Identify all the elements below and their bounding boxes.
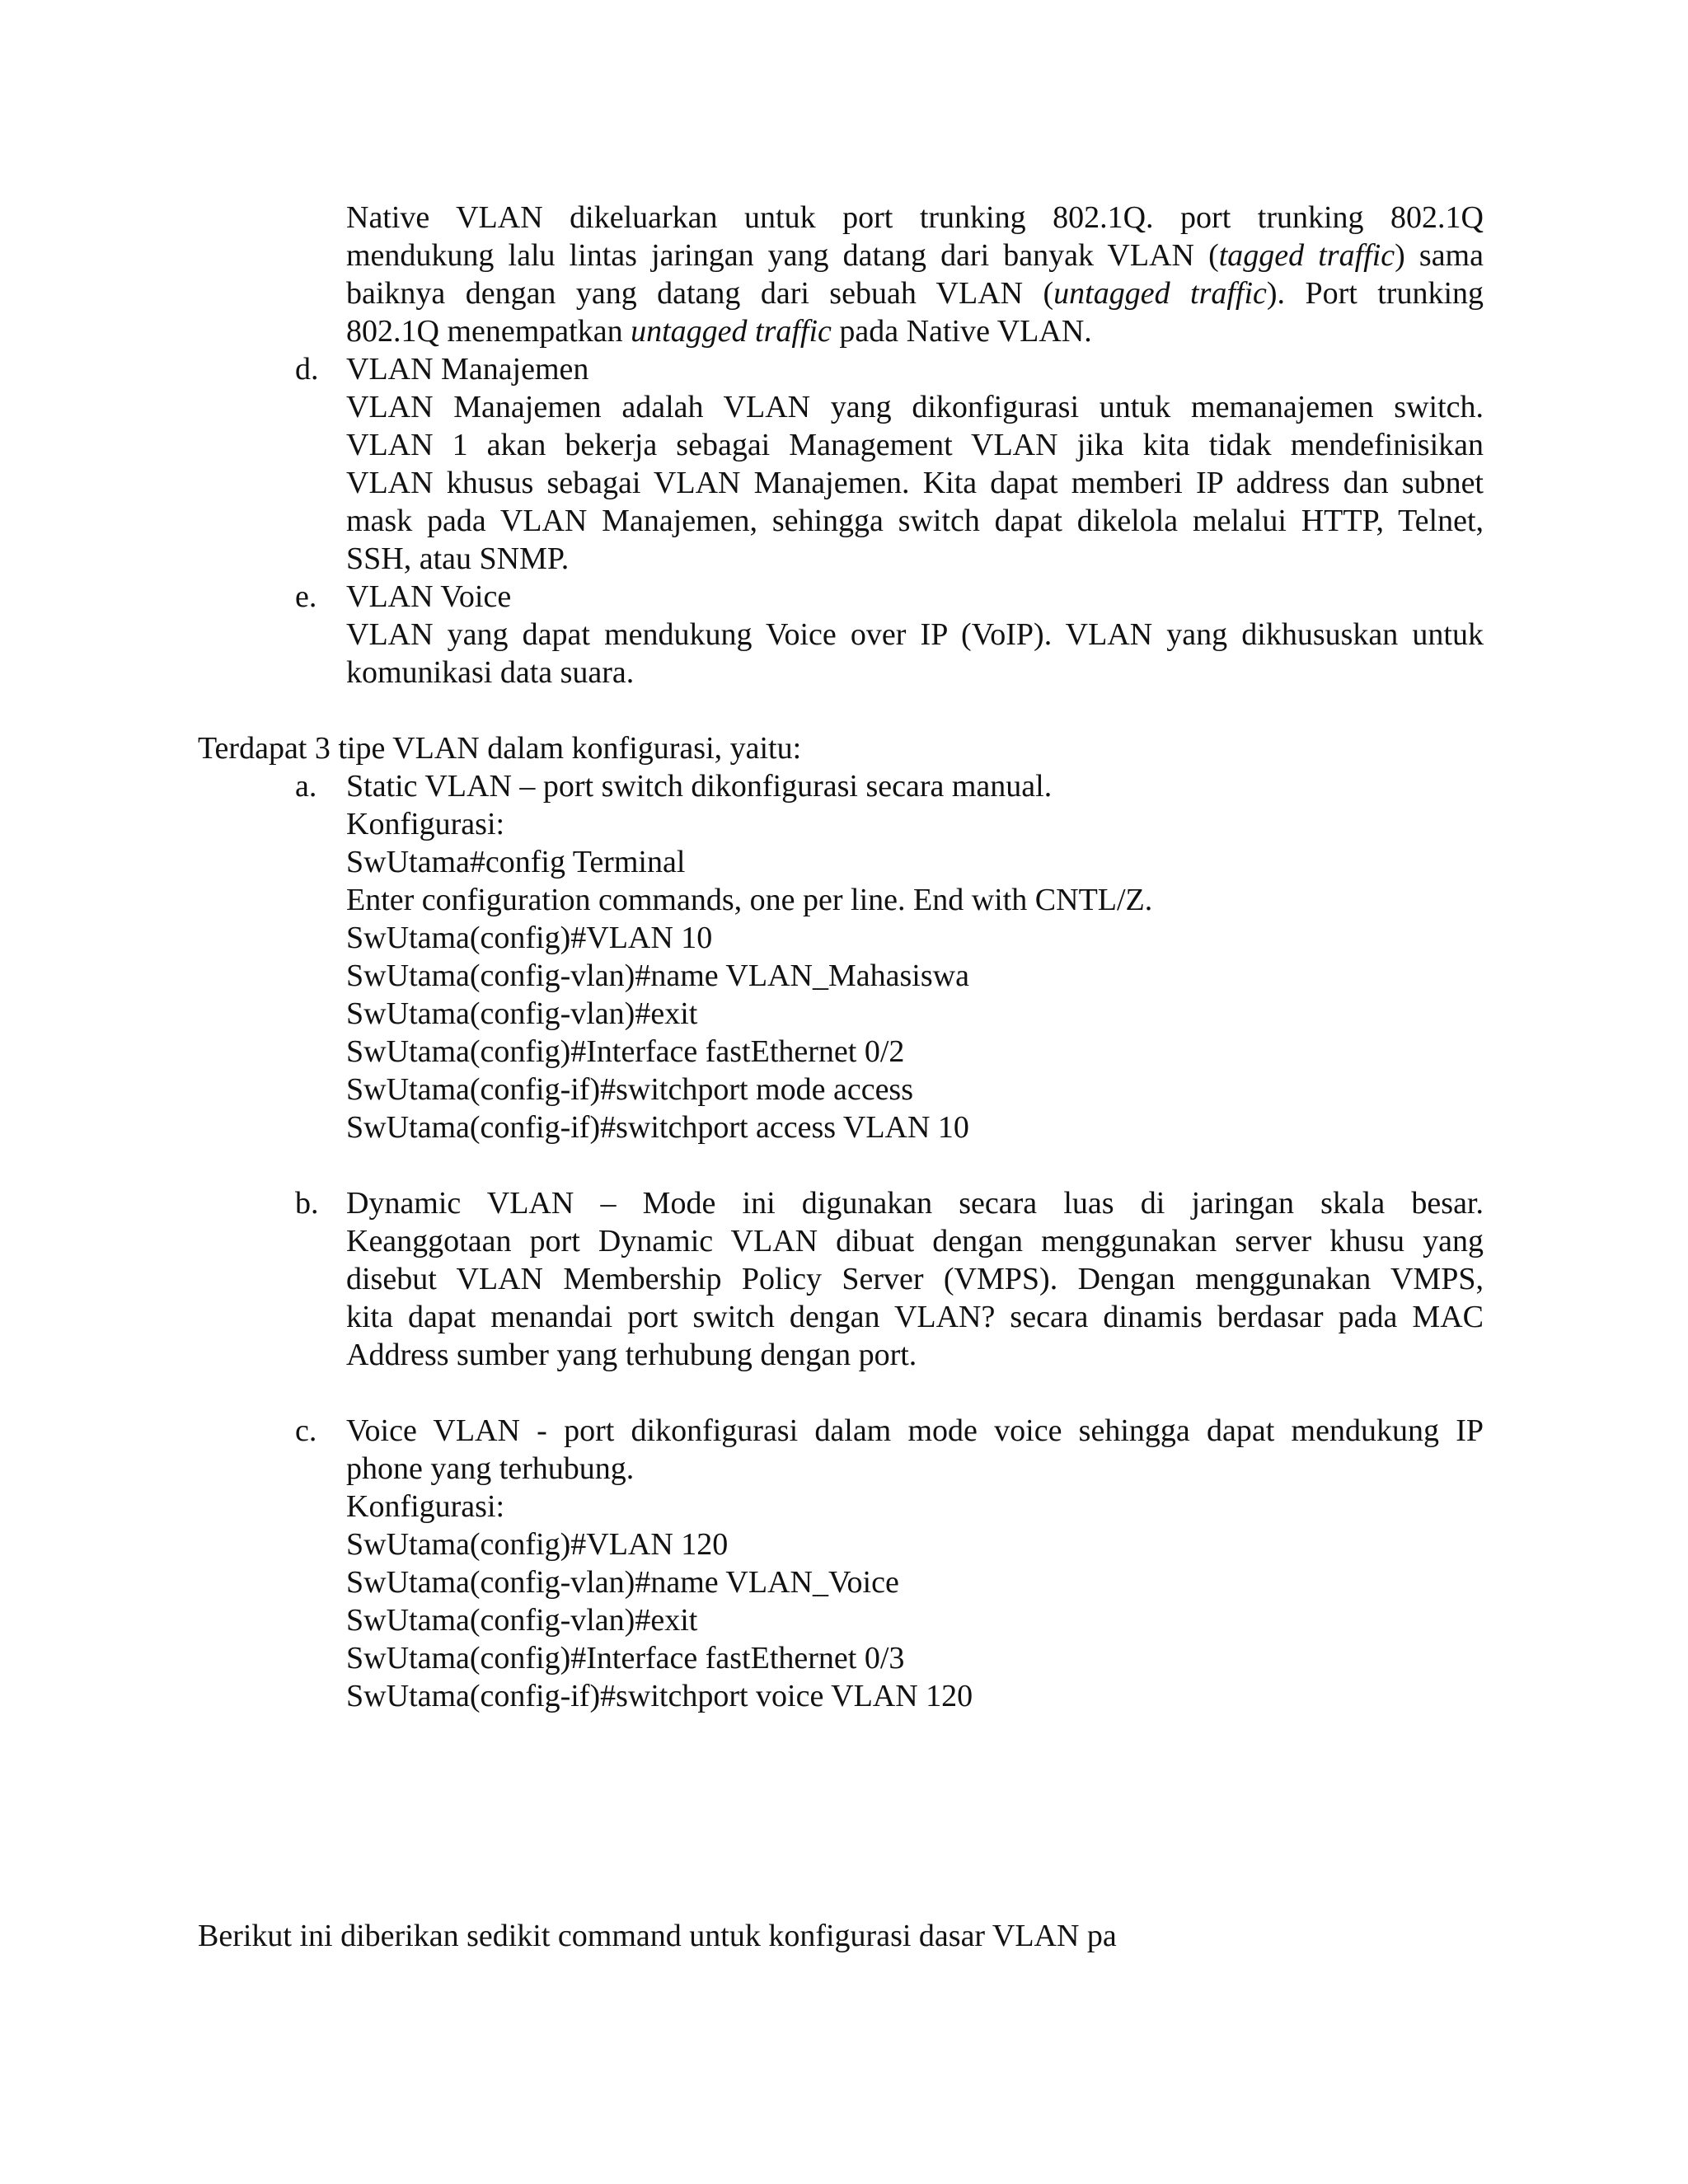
text-span: baiknya dengan yang datang dari sebuah VLAN ( (346, 276, 1054, 311)
footer-sentence: Berikut ini diberikan sedikit command untuk konfigurasi dasar VLAN pa (198, 1919, 1117, 1953)
tipe-vlan-intro: Terdapat 3 tipe VLAN dalam konfigurasi, yaitu: (198, 731, 802, 766)
native-vlan-line-4 (346, 312, 1484, 350)
vlan-manajemen-line: VLAN khusus sebagai VLAN Manajemen. Kita dapat memberi IP address dan subnet (346, 466, 1484, 500)
voice-vlan-config-label: Konfigurasi: (346, 1489, 505, 1524)
list-marker-a: a. (295, 769, 317, 804)
voice-vlan-line: phone yang terhubung. (346, 1451, 635, 1486)
dynamic-vlan-line: Address sumber yang terhubung dengan port. (346, 1338, 917, 1372)
text-span: 802.1Q menempatkan (346, 314, 631, 349)
text-span: mendukung lalu lintas jaringan yang datang dari banyak VLAN ( (346, 238, 1219, 273)
italic-term: untagged traffic (631, 314, 832, 349)
static-vlan-title: Static VLAN – port switch dikonfigurasi secara manual. (346, 769, 1053, 804)
vlan-voice-line: VLAN yang dapat mendukung Voice over IP (VoIP). VLAN yang dikhususkan untuk (346, 617, 1484, 652)
static-vlan-config-label: Konfigurasi: (346, 807, 505, 841)
config-command: SwUtama(config)#Interface fastEthernet 0/3 (346, 1641, 905, 1675)
config-command: SwUtama(config-vlan)#name VLAN_Voice (346, 1565, 899, 1600)
vlan-manajemen-title: VLAN Manajemen (346, 352, 589, 387)
dynamic-vlan-line: Dynamic VLAN – Mode ini digunakan secara luas di jaringan skala besar. (346, 1186, 1484, 1221)
italic-term: untagged traffic (1053, 276, 1267, 311)
vlan-manajemen-line: VLAN 1 akan bekerja sebagai Management VLAN jika kita tidak mendefinisikan (346, 428, 1484, 462)
vlan-manajemen-line: mask pada VLAN Manajemen, sehingga switch dapat dikelola melalui HTTP, Telnet, (346, 504, 1484, 538)
vlan-manajemen-line: VLAN Manajemen adalah VLAN yang dikonfigurasi untuk memanajemen switch. (346, 390, 1484, 424)
dynamic-vlan-line: kita dapat menandai port switch dengan VLAN? secara dinamis berdasar pada MAC (346, 1300, 1484, 1334)
vlan-voice-line: komunikasi data suara. (346, 655, 635, 690)
vlan-manajemen-line: SSH, atau SNMP. (346, 541, 570, 576)
text-span: pada Native VLAN. (831, 314, 1092, 349)
config-command: SwUtama(config)#VLAN 10 (346, 921, 713, 955)
native-vlan-line-1: Native VLAN dikeluarkan untuk port trunking 802.1Q. port trunking 802.1Q (346, 200, 1484, 235)
config-command: SwUtama(config-if)#switchport mode access (346, 1072, 914, 1107)
native-vlan-line-2 (346, 237, 1484, 274)
text-span: ) sama (1395, 238, 1484, 273)
config-command: SwUtama(config-vlan)#exit (346, 1603, 698, 1638)
list-marker-e: e. (295, 579, 317, 614)
config-command: SwUtama(config)#Interface fastEthernet 0/2 (346, 1034, 905, 1069)
config-command: SwUtama(config-if)#switchport access VLAN 10 (346, 1110, 969, 1145)
config-command: SwUtama(config-if)#switchport voice VLAN 120 (346, 1679, 973, 1713)
native-vlan-line-3 (346, 274, 1484, 312)
vlan-voice-title: VLAN Voice (346, 579, 512, 614)
config-command: SwUtama(config)#VLAN 120 (346, 1527, 729, 1562)
text-span: ). Port trunking (1266, 276, 1484, 311)
voice-vlan-line: Voice VLAN - port dikonfigurasi dalam mode voice sehingga dapat mendukung IP (346, 1413, 1484, 1448)
list-marker-b: b. (295, 1186, 319, 1221)
config-command: SwUtama(config-vlan)#name VLAN_Mahasiswa (346, 958, 969, 993)
list-marker-d: d. (295, 352, 319, 387)
list-marker-c: c. (295, 1413, 317, 1448)
config-command: Enter configuration commands, one per line. End with CNTL/Z. (346, 883, 1153, 917)
config-command: SwUtama#config Terminal (346, 845, 686, 879)
dynamic-vlan-line: disebut VLAN Membership Policy Server (VMPS). Dengan menggunakan VMPS, (346, 1262, 1484, 1296)
dynamic-vlan-line: Keanggotaan port Dynamic VLAN dibuat dengan menggunakan server khusu yang (346, 1224, 1484, 1258)
config-command: SwUtama(config-vlan)#exit (346, 996, 698, 1031)
italic-term: tagged traffic (1218, 238, 1395, 273)
